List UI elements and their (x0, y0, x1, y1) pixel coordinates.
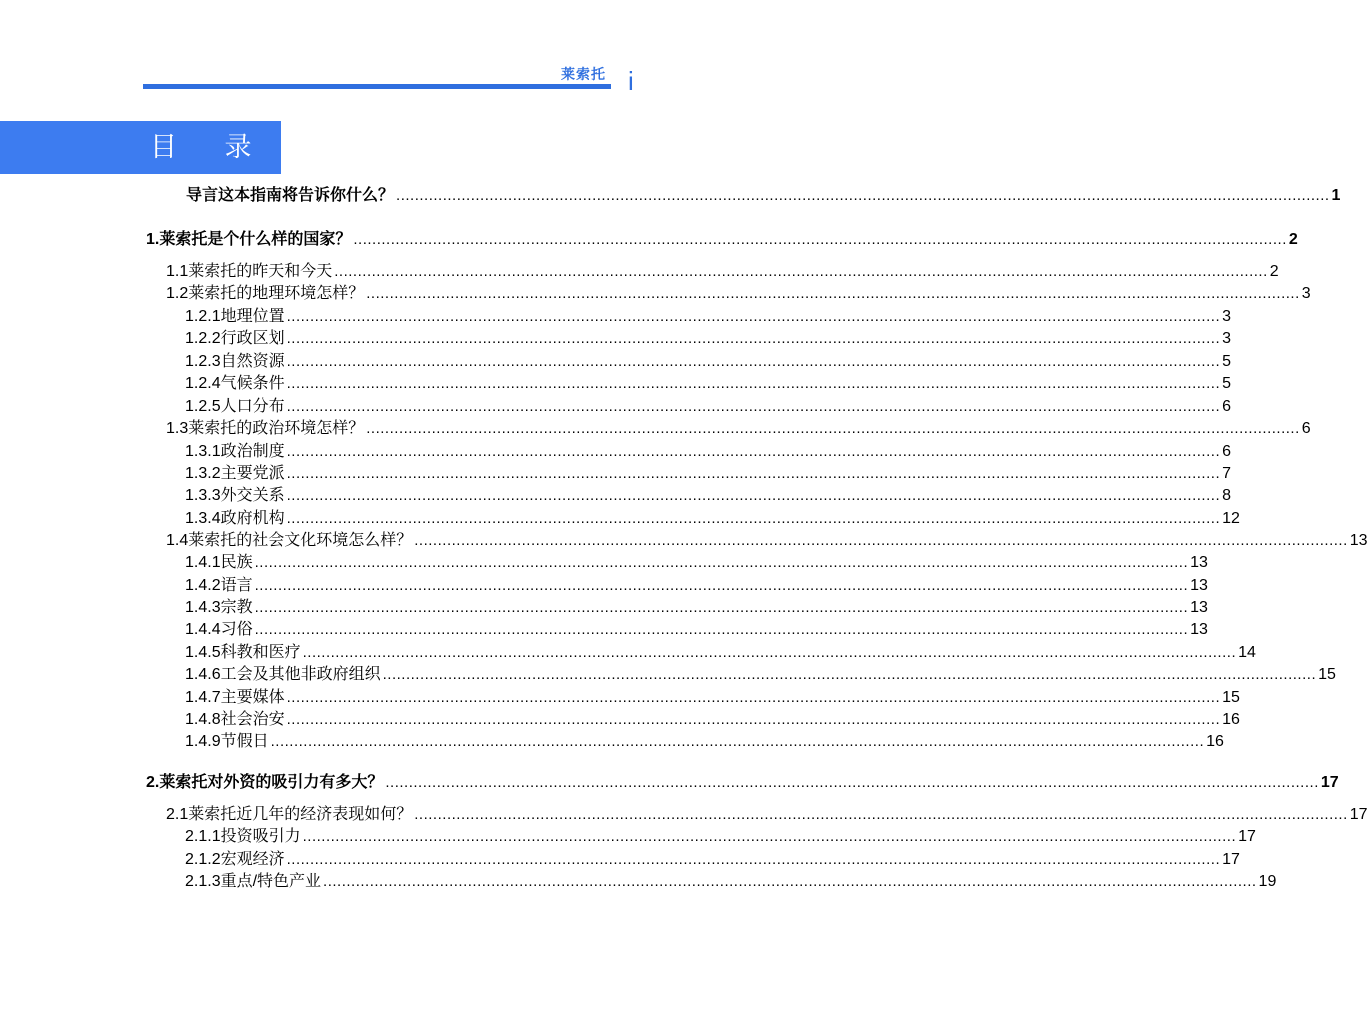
toc-entry-number: 1.4.9 (185, 733, 221, 750)
toc-entry-number: 1.2.3 (185, 353, 221, 370)
toc-entry-page-number: 6 (1222, 443, 1232, 460)
toc-entry[interactable] (185, 371, 1232, 393)
toc-entry-page-number: 3 (1222, 308, 1232, 325)
toc-entry-page-number: 2 (1288, 231, 1298, 248)
dot-leader: ........................................................................................................................................................................................................ (286, 487, 1221, 504)
toc-entry-number: 1.3.2 (185, 465, 221, 482)
toc-entry-title: 人口分布 (220, 398, 285, 415)
toc-entry-title: 宏观经济 (220, 851, 285, 868)
toc-entry-page-number: 13 (1190, 621, 1208, 638)
toc-entry[interactable] (166, 802, 1368, 824)
toc-entry-number: 1.4.7 (185, 689, 221, 706)
dot-leader: ........................................................................................................................................................................................................ (334, 263, 1268, 280)
toc-entry-title: 政府机构 (220, 510, 285, 527)
toc-entry-title: 自然资源 (220, 353, 285, 370)
toc-entry[interactable] (185, 461, 1232, 483)
toc-entry-number: 1.3.4 (185, 510, 221, 527)
toc-entry-number: 2.1 (166, 806, 189, 823)
dot-leader: ........................................................................................................................................................................................................ (323, 873, 1257, 890)
toc-entry-title: 行政区划 (220, 330, 285, 347)
toc-entry-page-number: 7 (1222, 465, 1232, 482)
toc-entry-title: 节假日 (220, 733, 269, 750)
dot-leader: ........................................................................................................................................................................................................ (385, 774, 1319, 791)
toc-entry-number: 1.4.6 (185, 666, 221, 683)
toc-entry-number: 导言 (186, 187, 219, 204)
toc-entry[interactable] (185, 573, 1208, 595)
toc-entry-title: 外交关系 (220, 487, 285, 504)
toc-entry-number: 2.1.3 (185, 873, 221, 890)
running-header-title: 莱索托 (561, 66, 606, 82)
toc-entry-number: 1.2 (166, 285, 189, 302)
toc-heading: 目 录 (150, 132, 272, 162)
dot-leader: ........................................................................................................................................................................................................ (382, 666, 1317, 683)
toc-entry-title: 莱索托的昨天和今天 (188, 263, 333, 280)
toc-entry-number: 1.2.2 (185, 330, 221, 347)
toc-entry-title: 民族 (220, 554, 253, 571)
toc-entry-page-number: 13 (1190, 577, 1208, 594)
toc-entry[interactable] (185, 640, 1256, 662)
page-number: i (628, 66, 634, 96)
toc-entry-title: 投资吸引力 (220, 828, 301, 845)
toc-entry-page-number: 16 (1206, 733, 1224, 750)
toc-entry-title: 语言 (220, 577, 253, 594)
dot-leader: ........................................................................................................................................................................................................ (254, 621, 1189, 638)
dot-leader: ........................................................................................................................................................................................................ (414, 806, 1348, 823)
dot-leader: ........................................................................................................................................................................................................ (254, 599, 1189, 616)
toc-entry-title: 莱索托的社会文化环境怎么样？ (188, 532, 413, 549)
toc-entry-number: 1.4.4 (185, 621, 221, 638)
toc-entry[interactable] (185, 595, 1208, 617)
toc-entry-page-number: 13 (1190, 599, 1208, 616)
toc-entry[interactable] (185, 729, 1224, 751)
dot-leader: ........................................................................................................................................................................................................ (286, 308, 1221, 325)
dot-leader: ........................................................................................................................................................................................................ (286, 711, 1221, 728)
toc-entry[interactable] (185, 824, 1256, 846)
dot-leader: ........................................................................................................................................................................................................ (254, 554, 1189, 571)
toc-entry-page-number: 6 (1222, 398, 1232, 415)
toc-entry-number: 2.1.1 (185, 828, 221, 845)
dot-leader: ........................................................................................................................................................................................................ (254, 577, 1189, 594)
toc-entry-page-number: 16 (1222, 711, 1240, 728)
toc-entry[interactable] (185, 662, 1336, 684)
toc-entry-title: 科教和医疗 (220, 644, 301, 661)
dot-leader: ........................................................................................................................................................................................................ (286, 510, 1221, 527)
toc-entry-number: 1. (146, 231, 160, 248)
toc-entry[interactable] (185, 550, 1208, 572)
toc-entry-number: 2.1.2 (185, 851, 221, 868)
toc-entry-number: 1.4.5 (185, 644, 221, 661)
toc-entry[interactable] (185, 617, 1208, 639)
dot-leader: ........................................................................................................................................................................................................ (286, 851, 1221, 868)
toc-entry-title: 政治制度 (220, 443, 285, 460)
toc-entry-page-number: 3 (1301, 285, 1311, 302)
toc-entry-number: 1.2.4 (185, 375, 221, 392)
dot-leader: ........................................................................................................................................................................................................ (302, 644, 1237, 661)
toc-entry-page-number: 15 (1318, 666, 1336, 683)
toc-entry-title: 气候条件 (220, 375, 285, 392)
toc-entry-page-number: 3 (1222, 330, 1232, 347)
dot-leader: ........................................................................................................................................................................................................ (353, 231, 1287, 248)
toc-entry-page-number: 2 (1269, 263, 1279, 280)
dot-leader: ........................................................................................................................................................................................................ (286, 465, 1221, 482)
toc-entry-title: 工会及其他非政府组织 (220, 666, 381, 683)
toc-entry-page-number: 5 (1222, 353, 1232, 370)
toc-entry-page-number: 13 (1349, 532, 1368, 549)
toc-entry-number: 1.3.3 (185, 487, 221, 504)
toc-entry-title: 社会治安 (220, 711, 285, 728)
toc-entry-number: 1.4.3 (185, 599, 221, 616)
toc-entry-title: 莱索托的政治环境怎样？ (188, 420, 365, 437)
toc-entry-page-number: 17 (1238, 828, 1256, 845)
toc-entry[interactable] (185, 483, 1232, 505)
dot-leader: ........................................................................................................................................................................................................ (286, 689, 1221, 706)
dot-leader: ........................................................................................................................................................................................................ (286, 398, 1221, 415)
toc-entry[interactable] (185, 394, 1232, 416)
toc-entry-page-number: 13 (1190, 554, 1208, 571)
toc-entry-title: 主要媒体 (220, 689, 285, 706)
toc-entry[interactable] (146, 227, 1298, 249)
toc-entry-title: 莱索托的地理环境怎样？ (188, 285, 365, 302)
dot-leader: ........................................................................................................................................................................................................ (302, 828, 1237, 845)
toc-entry-number: 2. (146, 774, 160, 791)
toc-entry-number: 1.4 (166, 532, 189, 549)
toc-entry-page-number: 17 (1222, 851, 1240, 868)
dot-leader: ........................................................................................................................................................................................................ (414, 532, 1348, 549)
toc-entry-number: 1.4.2 (185, 577, 221, 594)
toc-entry[interactable] (166, 528, 1368, 550)
toc-entry[interactable] (185, 869, 1277, 891)
toc-entry-number: 1.3 (166, 420, 189, 437)
toc-entry[interactable] (185, 326, 1232, 348)
toc-entry-number: 1.1 (166, 263, 189, 280)
toc-entry-page-number: 19 (1258, 873, 1277, 890)
dot-leader: ........................................................................................................................................................................................................ (270, 733, 1205, 750)
dot-leader: ........................................................................................................................................................................................................ (286, 330, 1221, 347)
toc-entry-page-number: 8 (1222, 487, 1232, 504)
toc-entry-number: 1.2.1 (185, 308, 221, 325)
dot-leader: ........................................................................................................................................................................................................ (286, 353, 1221, 370)
toc-entry-title: 莱索托是个什么样的国家？ (159, 231, 352, 248)
toc-entry-page-number: 5 (1222, 375, 1232, 392)
dot-leader: ........................................................................................................................................................................................................ (286, 443, 1221, 460)
toc-entry[interactable] (185, 304, 1232, 326)
toc-entry[interactable] (185, 349, 1232, 371)
toc-entry[interactable] (185, 685, 1240, 707)
toc-entry[interactable] (185, 707, 1240, 729)
toc-entry-page-number: 12 (1222, 510, 1240, 527)
toc-heading-banner (0, 121, 281, 174)
toc-entry[interactable] (166, 416, 1311, 438)
toc-entry-title: 习俗 (220, 621, 253, 638)
toc-entry-page-number: 17 (1349, 806, 1368, 823)
dot-leader: ........................................................................................................................................................................................................ (286, 375, 1221, 392)
toc-entry-page-number: 17 (1320, 774, 1339, 791)
toc-entry-page-number: 15 (1222, 689, 1240, 706)
toc-entry-title: 主要党派 (220, 465, 285, 482)
toc-entry[interactable] (185, 847, 1240, 869)
toc-entry-number: 1.4.1 (185, 554, 221, 571)
toc-entry-title: 宗教 (220, 599, 253, 616)
toc-entry-number: 1.2.5 (185, 398, 221, 415)
toc-entry-page-number: 1 (1331, 187, 1341, 204)
toc-entry[interactable] (166, 281, 1311, 303)
toc-entry-number: 1.3.1 (185, 443, 221, 460)
dot-leader: ........................................................................................................................................................................................................ (396, 187, 1330, 204)
toc-entry-page-number: 6 (1301, 420, 1311, 437)
toc-entry-title: 莱索托对外资的吸引力有多大？ (159, 774, 384, 791)
dot-leader: ........................................................................................................................................................................................................ (366, 420, 1300, 437)
toc-entry[interactable] (146, 770, 1339, 792)
toc-entry-number: 1.4.8 (185, 711, 221, 728)
toc-entry[interactable] (185, 506, 1240, 528)
dot-leader: ........................................................................................................................................................................................................ (366, 285, 1300, 302)
toc-entry[interactable] (185, 439, 1232, 461)
toc-entry-title: 这本指南将告诉你什么？ (218, 187, 395, 204)
toc-entry-title: 重点/特色产业 (220, 873, 322, 890)
toc-entry[interactable] (186, 183, 1341, 205)
toc-entry-title: 地理位置 (220, 308, 285, 325)
toc-entry-page-number: 14 (1238, 644, 1256, 661)
header-rule (143, 84, 611, 89)
toc-entry[interactable] (166, 259, 1279, 281)
toc-entry-title: 莱索托近几年的经济表现如何？ (188, 806, 413, 823)
